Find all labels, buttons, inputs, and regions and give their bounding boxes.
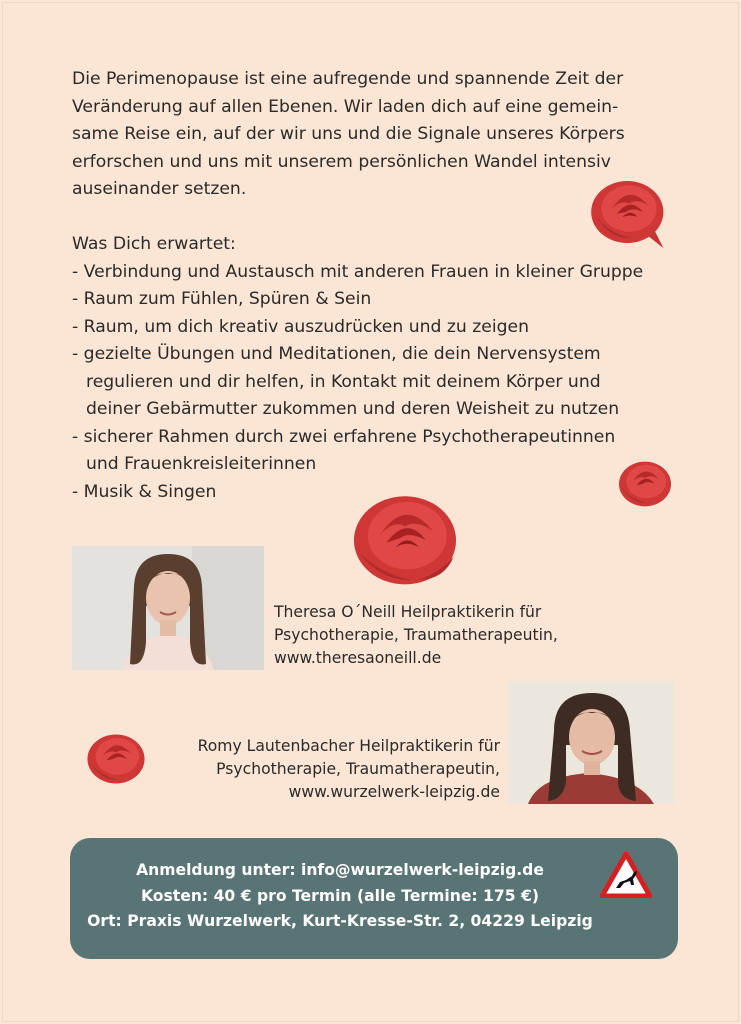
rose-icon <box>82 728 150 790</box>
expectations-heading: Was Dich erwartet: <box>72 234 236 254</box>
expectation-item: - sicherer Rahmen durch zwei erfahrene Psychotherapeutinnen <box>72 426 616 447</box>
expectation-item: - Musik & Singen <box>72 481 217 502</box>
therapist-bio-theresa <box>274 601 558 670</box>
expectation-item-continuation: regulieren und dir helfen, in Kontakt mit deinem Körper und <box>86 371 601 392</box>
therapist-photo-romy <box>508 681 674 804</box>
location-info: Ort: Praxis Wurzelwerk, Kurt-Kresse-Str. 2, 04229 Leipzig <box>87 912 593 930</box>
therapist-bio-romy <box>198 735 500 804</box>
intro-line: Veränderung auf allen Ebenen. Wir laden dich auf eine gemein- <box>72 96 619 117</box>
intro-line: Die Perimenopause ist eine aufregende und spannende Zeit der <box>72 69 624 89</box>
bio-line: Romy Lautenbacher Heilpraktikerin für <box>197 737 500 755</box>
intro-line: same Reise ein, auf der wir uns und die Signale unseres Körpers <box>72 124 625 144</box>
rose-icon <box>586 174 672 250</box>
intro-line: erforschen und uns mit unserem persönlichen Wandel intensiv <box>72 151 611 172</box>
registration-info-text <box>70 858 610 935</box>
deer-crossing-warning-icon <box>600 852 652 898</box>
expectation-item: - Raum zum Fühlen, Spüren & Sein <box>72 289 372 309</box>
expectation-item: - Verbindung und Austausch mit anderen Frauen in kleiner Gruppe <box>72 261 644 282</box>
bio-website-link[interactable]: www.wurzelwerk-leipzig.de <box>288 783 500 801</box>
registration-email[interactable]: Anmeldung unter: info@wurzelwerk-leipzig.de <box>136 861 544 879</box>
bio-line: Psychotherapie, Traumatherapeutin, <box>274 626 558 644</box>
intro-paragraph <box>72 66 672 204</box>
registration-info-box <box>70 838 678 959</box>
bio-website-link[interactable]: www.theresaoneill.de <box>274 649 442 667</box>
expectation-item: - gezielte Übungen und Meditationen, die dein Nervensystem <box>72 344 601 364</box>
expectation-item-continuation: und Frauenkreisleiterinnen <box>86 454 317 474</box>
bio-line: Theresa O´Neill Heilpraktikerin für <box>274 603 542 621</box>
therapist-photo-theresa <box>72 546 264 670</box>
intro-line: auseinander setzen. <box>72 179 247 199</box>
bio-line: Psychotherapie, Traumatherapeutin, <box>216 760 500 778</box>
expectations-section <box>72 231 682 506</box>
rose-icon <box>347 486 463 590</box>
cost-info: Kosten: 40 € pro Termin (alle Termine: 175 €) <box>140 886 540 905</box>
rose-icon <box>614 456 676 512</box>
expectation-item-continuation: deiner Gebärmutter zukommen und deren Weisheit zu nutzen <box>86 399 620 419</box>
expectation-item: - Raum, um dich kreativ auszudrücken und zu zeigen <box>72 316 529 337</box>
